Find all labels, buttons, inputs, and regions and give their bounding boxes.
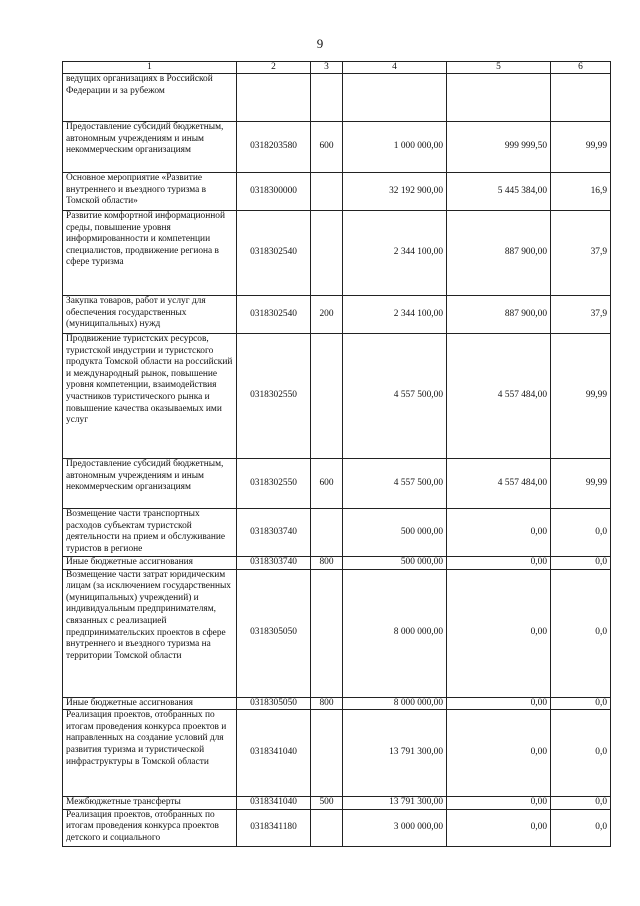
item-code: 0318302550 [237, 459, 311, 509]
table-row [63, 557, 611, 570]
item-vr [311, 334, 343, 459]
table-row [63, 459, 611, 509]
item-name: Предоставление субсидий бюджетным, автономным учреждениям и иным некоммерческим организациям [63, 459, 237, 509]
table-row [63, 809, 611, 846]
item-name: Возмещение части затрат юридическим лицам (за исключением государственных (муниципальных) учреждений) и индивидуальным предпринимателям, связанных с реализацией предпринимательских проектов в сфере внутреннего и въездного туризма на территории Томской области [63, 569, 237, 697]
item-plan: 2 344 100,00 [343, 296, 447, 334]
item-plan: 4 557 500,00 [343, 334, 447, 459]
header-cell: 1 [63, 62, 237, 74]
page-number: 9 [316, 36, 324, 51]
header-cell: 2 [237, 62, 311, 74]
item-fact: 0,00 [447, 557, 551, 570]
item-code: 0318341040 [237, 710, 311, 797]
item-vr: 600 [311, 459, 343, 509]
table-row [63, 710, 611, 797]
item-vr [311, 211, 343, 296]
item-code: 0318203580 [237, 122, 311, 173]
item-vr [311, 569, 343, 697]
header-row [63, 62, 611, 74]
header-cell: 3 [311, 62, 343, 74]
item-vr: 600 [311, 122, 343, 173]
item-percent: 0,0 [551, 710, 611, 797]
item-percent: 0,0 [551, 809, 611, 846]
item-name: Предоставление субсидий бюджетным, автономным учреждениям и иным некоммерческим организациям [63, 122, 237, 173]
item-code: 0318300000 [237, 173, 311, 211]
item-fact: 887 900,00 [447, 211, 551, 296]
table-row [63, 569, 611, 697]
item-percent: 99,99 [551, 459, 611, 509]
item-name: Межбюджетные трансферты [63, 797, 237, 810]
item-code: 0318341180 [237, 809, 311, 846]
item-code [237, 74, 311, 122]
item-fact: 5 445 384,00 [447, 173, 551, 211]
item-code: 0318341040 [237, 797, 311, 810]
item-fact: 999 999,50 [447, 122, 551, 173]
item-percent: 0,0 [551, 697, 611, 710]
item-plan: 500 000,00 [343, 509, 447, 557]
table-row [63, 211, 611, 296]
item-vr [311, 173, 343, 211]
item-name: Продвижение туристских ресурсов, туристской индустрии и туристского продукта Томской области на российский и международный рынок, повышение уровня компетенции, взаимодействия участников туристического рынка и повышение качества оказываемых ими услуг [63, 334, 237, 459]
item-vr: 800 [311, 557, 343, 570]
item-percent: 16,9 [551, 173, 611, 211]
item-percent [551, 74, 611, 122]
budget-table [62, 61, 611, 847]
item-name: Закупка товаров, работ и услуг для обеспечения государственных (муниципальных) нужд [63, 296, 237, 334]
item-vr: 500 [311, 797, 343, 810]
item-name: Основное мероприятие «Развитие внутреннего и въездного туризма в Томской области» [63, 173, 237, 211]
table-row [63, 173, 611, 211]
item-vr [311, 74, 343, 122]
item-fact: 0,00 [447, 710, 551, 797]
item-name: Возмещение части транспортных расходов субъектам туристской деятельности на прием и обслуживание туристов в регионе [63, 509, 237, 557]
item-plan [343, 74, 447, 122]
item-vr [311, 509, 343, 557]
item-percent: 0,0 [551, 797, 611, 810]
item-fact: 0,00 [447, 809, 551, 846]
item-plan: 8 000 000,00 [343, 569, 447, 697]
item-percent: 99,99 [551, 334, 611, 459]
item-vr: 800 [311, 697, 343, 710]
table-row [63, 509, 611, 557]
item-plan: 8 000 000,00 [343, 697, 447, 710]
item-fact: 0,00 [447, 797, 551, 810]
item-code: 0318302550 [237, 334, 311, 459]
table-row [63, 74, 611, 122]
item-plan: 2 344 100,00 [343, 211, 447, 296]
item-plan: 3 000 000,00 [343, 809, 447, 846]
item-code: 0318302540 [237, 296, 311, 334]
item-fact: 887 900,00 [447, 296, 551, 334]
item-code: 0318302540 [237, 211, 311, 296]
item-percent: 0,0 [551, 569, 611, 697]
item-fact: 4 557 484,00 [447, 459, 551, 509]
item-percent: 99,99 [551, 122, 611, 173]
item-name: ведущих организациях в Российской Федерации и за рубежом [63, 74, 237, 122]
item-code: 0318303740 [237, 509, 311, 557]
item-name: Иные бюджетные ассигнования [63, 697, 237, 710]
item-vr [311, 710, 343, 797]
item-percent: 37,9 [551, 296, 611, 334]
item-plan: 13 791 300,00 [343, 797, 447, 810]
item-vr: 200 [311, 296, 343, 334]
table-row [63, 697, 611, 710]
item-percent: 37,9 [551, 211, 611, 296]
item-plan: 1 000 000,00 [343, 122, 447, 173]
item-plan: 13 791 300,00 [343, 710, 447, 797]
header-cell: 5 [447, 62, 551, 74]
header-cell: 6 [551, 62, 611, 74]
item-plan: 500 000,00 [343, 557, 447, 570]
item-fact: 0,00 [447, 509, 551, 557]
table-row [63, 122, 611, 173]
item-fact: 0,00 [447, 697, 551, 710]
item-code: 0318305050 [237, 569, 311, 697]
item-code: 0318305050 [237, 697, 311, 710]
item-vr [311, 809, 343, 846]
item-name: Реализация проектов, отобранных по итогам проведения конкурса проектов и направленных на создание условий для развития туризма и туристической инфраструктуры в Томской области [63, 710, 237, 797]
item-percent: 0,0 [551, 509, 611, 557]
item-name: Иные бюджетные ассигнования [63, 557, 237, 570]
table-row [63, 296, 611, 334]
item-name: Реализация проектов, отобранных по итогам проведения конкурса проектов детского и социального [63, 809, 237, 846]
item-name: Развитие комфортной информационной среды, повышение уровня информированности и компетенции специалистов, продвижение региона в сфере туризма [63, 211, 237, 296]
header-cell: 4 [343, 62, 447, 74]
item-plan: 4 557 500,00 [343, 459, 447, 509]
table-row [63, 334, 611, 459]
item-percent: 0,0 [551, 557, 611, 570]
table-row [63, 797, 611, 810]
item-code: 0318303740 [237, 557, 311, 570]
item-fact [447, 74, 551, 122]
item-plan: 32 192 900,00 [343, 173, 447, 211]
item-fact: 4 557 484,00 [447, 334, 551, 459]
item-fact: 0,00 [447, 569, 551, 697]
